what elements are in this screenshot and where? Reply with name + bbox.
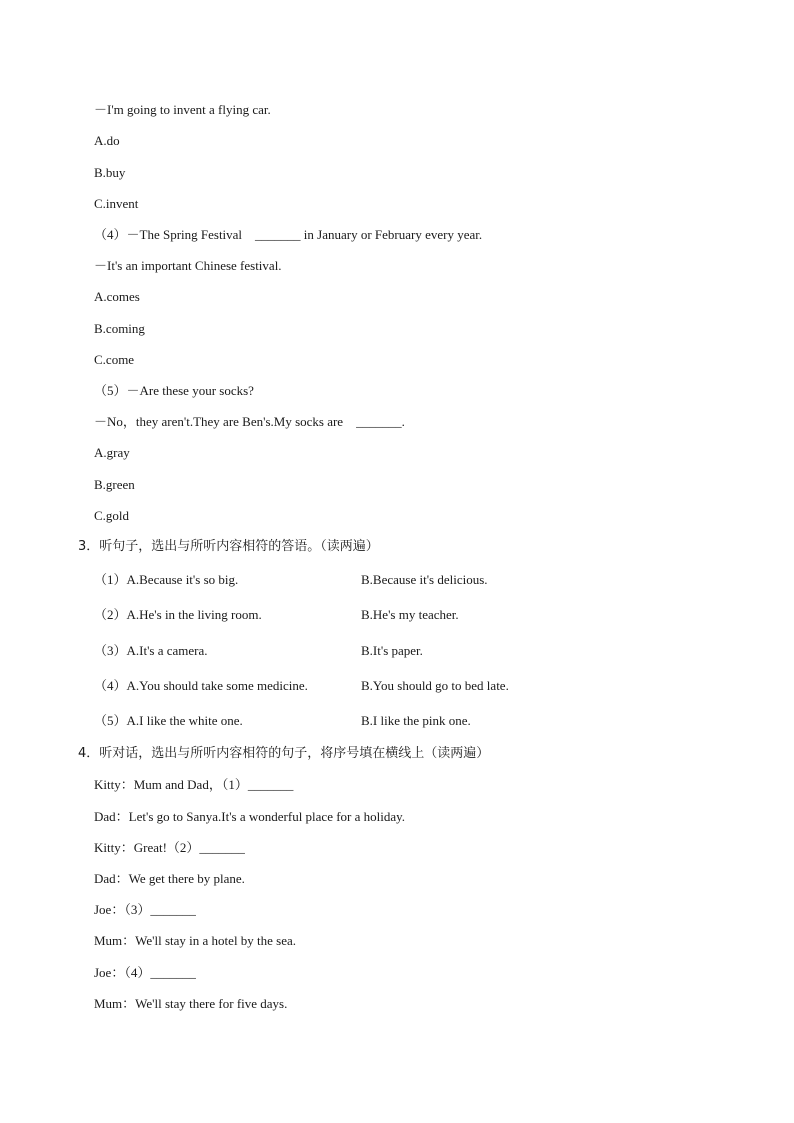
q2-line-10: （5）－Are these your socks? bbox=[94, 383, 254, 398]
q2-line-12: A.gray bbox=[94, 445, 130, 460]
q4-line-8: Mum：We'll stay there for five days. bbox=[94, 996, 288, 1011]
q3-row-3-b: B.It's paper. bbox=[361, 643, 423, 658]
q3-row-4-a: （4）A.You should take some medicine. bbox=[94, 678, 308, 693]
q4-line-6: Mum：We'll stay in a hotel by the sea. bbox=[94, 933, 297, 948]
q2-line-8: B.coming bbox=[94, 321, 145, 336]
q2-line-7: A.comes bbox=[94, 289, 140, 304]
q3-row-4-b: B.You should go to bed late. bbox=[361, 678, 509, 693]
q2-line-3: B.buy bbox=[94, 165, 126, 180]
q4-line-3: Kitty：Great!（2）_______ bbox=[94, 840, 245, 855]
q3-row-3-a: （3）A.It's a camera. bbox=[94, 643, 208, 658]
q3-row-5-b: B.I like the pink one. bbox=[361, 713, 471, 728]
q2-line-13: B.green bbox=[94, 477, 135, 492]
q3-heading: 3．听句子，选出与所听内容相符的答语。（读两遍） bbox=[78, 539, 379, 554]
q2-line-5: （4）－The Spring Festival _______ in January or February every year. bbox=[94, 227, 483, 242]
q3-row-1-b: B.Because it's delicious. bbox=[361, 572, 488, 587]
q4-line-1: Kitty：Mum and Dad，（1）_______ bbox=[94, 777, 294, 792]
q3-row-2-a: （2）A.He's in the living room. bbox=[94, 607, 262, 622]
q2-line-2: A.do bbox=[94, 133, 120, 148]
q4-line-5: Joe：（3）_______ bbox=[94, 902, 196, 917]
q3-row-2-b: B.He's my teacher. bbox=[361, 607, 459, 622]
q2-line-1: －I'm going to invent a flying car. bbox=[94, 102, 271, 117]
q2-line-4: C.invent bbox=[94, 196, 139, 211]
q4-line-7: Joe：（4）_______ bbox=[94, 965, 196, 980]
q2-line-6: －It's an important Chinese festival. bbox=[94, 258, 282, 273]
q2-line-14: C.gold bbox=[94, 508, 130, 523]
q3-row-5-a: （5）A.I like the white one. bbox=[94, 713, 243, 728]
q3-row-1-a: （1）A.Because it's so big. bbox=[94, 572, 239, 587]
q4-heading: 4．听对话，选出与所听内容相符的句子，将序号填在横线上（读两遍） bbox=[78, 746, 490, 761]
q4-line-2: Dad：Let's go to Sanya.It's a wonderful place for a holiday. bbox=[94, 809, 406, 824]
q4-line-4: Dad：We get there by plane. bbox=[94, 871, 245, 886]
q2-line-11: －No，they aren't.They are Ben's.My socks are _______. bbox=[94, 414, 405, 429]
q2-line-9: C.come bbox=[94, 352, 135, 367]
